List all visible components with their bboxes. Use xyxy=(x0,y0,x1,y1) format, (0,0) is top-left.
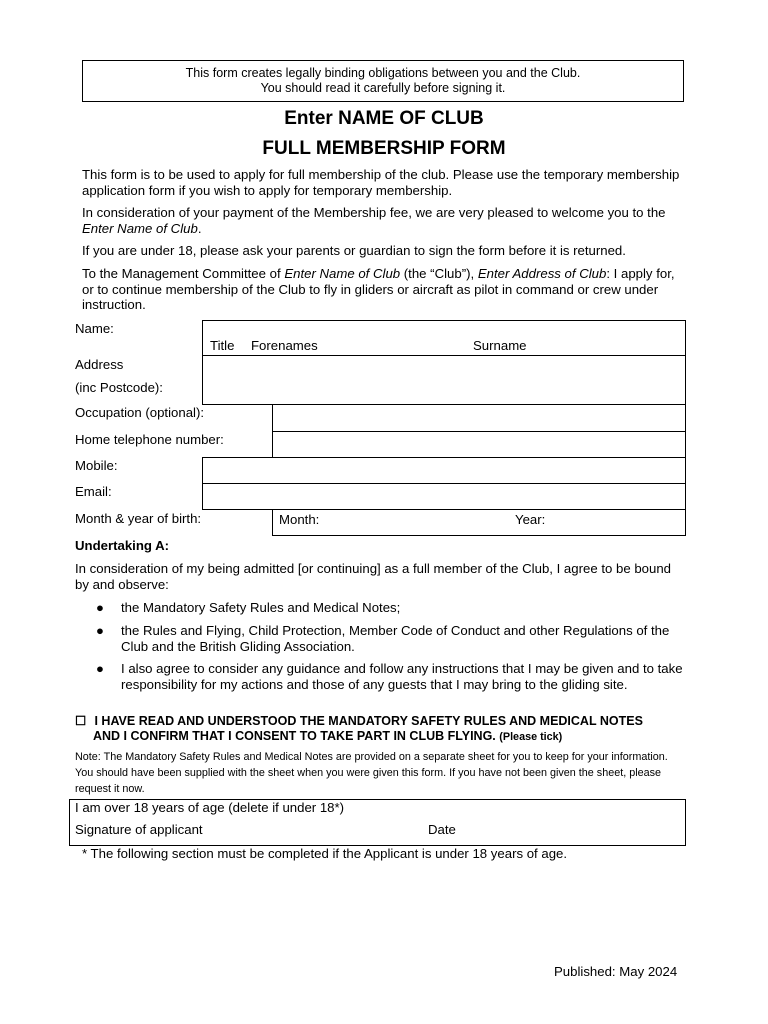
email-field[interactable] xyxy=(202,483,686,510)
applicant-signature-label: Signature of applicant xyxy=(75,822,203,837)
date-label: Date xyxy=(428,822,456,837)
under-18-footnote: * The following section must be completed if the Applicant is under 18 years of age. xyxy=(82,846,568,861)
form-title: FULL MEMBERSHIP FORM xyxy=(262,138,506,159)
consent-checkbox-row xyxy=(75,714,643,729)
intro-paragraph-1: This form is to be used to apply for full membership of the club. Please use the temporary membership application form if you wish to apply for temporary membership. xyxy=(82,167,680,198)
intro-p2-end: . xyxy=(197,220,202,236)
address-label: Address xyxy=(75,357,124,372)
notice-line-1: This form creates legally binding obligations between you and the Club. xyxy=(185,66,581,80)
mobile-field[interactable] xyxy=(202,457,686,484)
published-date: Published: May 2024 xyxy=(554,964,678,979)
consent-line-2 xyxy=(93,729,562,745)
bullet-icon: ● xyxy=(96,623,104,638)
club-name-heading: Enter NAME OF CLUB xyxy=(284,108,484,129)
occupation-field[interactable] xyxy=(272,404,686,432)
undertaking-bullet-1 xyxy=(96,600,681,616)
intro-paragraph-4 xyxy=(82,266,678,313)
bullet-icon: ● xyxy=(96,600,104,615)
undertaking-heading: Undertaking A: xyxy=(75,538,170,553)
occupation-label: Occupation (optional): xyxy=(75,405,205,420)
bullet-text: the Mandatory Safety Rules and Medical Notes; xyxy=(121,600,401,615)
intro-p4-text-a: To the Management Committee of xyxy=(82,266,285,281)
bullet-icon: ● xyxy=(96,661,104,676)
table-divider xyxy=(272,404,273,458)
home-phone-label: Home telephone number: xyxy=(75,432,224,447)
bullet-text: the Rules and Flying, Child Protection, Member Code of Conduct and other Regulations of the Club and the British Gliding Association. xyxy=(121,623,670,654)
bullet-text: I also agree to consider any guidance and follow any instructions that I may be given and to take responsibility for my actions and those of any guests that I may bring to the gliding site. xyxy=(121,661,683,692)
undertaking-bullet-3 xyxy=(96,661,683,692)
intro-paragraph-2 xyxy=(82,205,682,236)
intro-p2-club-name: Enter Name of Club xyxy=(82,220,198,236)
consent-text-line-2: AND I CONFIRM THAT I CONSENT TO TAKE PART IN CLUB FLYING. xyxy=(93,729,496,743)
title-label: Title xyxy=(210,338,235,353)
please-tick-label: (Please tick) xyxy=(499,731,563,743)
intro-p4-text-c: : I apply for, or to continue membership of the Club to fly in gliders or aircraft as pilot in command or crew under instruction. xyxy=(82,266,675,312)
signature-box[interactable] xyxy=(69,799,686,846)
year-label: Year: xyxy=(515,512,546,527)
mobile-label: Mobile: xyxy=(75,458,118,473)
consent-checkbox[interactable]: ☐ xyxy=(75,714,87,728)
intro-p4-club-address: Enter Address of Club xyxy=(477,266,607,281)
intro-p4-text-b: (the “Club”), xyxy=(400,266,478,281)
name-field[interactable] xyxy=(202,320,686,356)
address-field[interactable] xyxy=(202,355,686,405)
birth-label: Month & year of birth: xyxy=(75,511,202,526)
notice-line-2: You should read it carefully before signing it. xyxy=(260,81,506,95)
intro-p2-text: In consideration of your payment of the Membership fee, we are very pleased to welcome you to the xyxy=(82,205,666,220)
surname-label: Surname xyxy=(473,338,527,353)
forenames-label: Forenames xyxy=(251,338,318,353)
undertaking-intro: In consideration of my being admitted [or continuing] as a full member of the Club, I agree to be bound by and observe: xyxy=(75,561,671,592)
safety-note: Note: The Mandatory Safety Rules and Medical Notes are provided on a separate sheet for you to keep for your information. You should have been supplied with the sheet when you were given this form. If you have not been given the sheet, please request it now. xyxy=(75,751,668,795)
email-label: Email: xyxy=(75,484,112,499)
intro-paragraph-3: If you are under 18, please ask your parents or guardian to sign the form before it is returned. xyxy=(82,243,626,258)
legal-notice-box xyxy=(82,60,684,102)
intro-p4-club-name: Enter Name of Club xyxy=(284,266,401,281)
name-label: Name: xyxy=(75,321,114,336)
over-18-label: I am over 18 years of age (delete if under 18*) xyxy=(75,800,345,815)
month-label: Month: xyxy=(279,512,320,527)
birth-field[interactable] xyxy=(272,509,686,536)
undertaking-bullet-2 xyxy=(96,623,681,654)
postcode-label: (inc Postcode): xyxy=(75,380,163,395)
home-phone-field[interactable] xyxy=(272,431,686,458)
consent-text-line-1: I HAVE READ AND UNDERSTOOD THE MANDATORY SAFETY RULES AND MEDICAL NOTES xyxy=(94,714,643,728)
